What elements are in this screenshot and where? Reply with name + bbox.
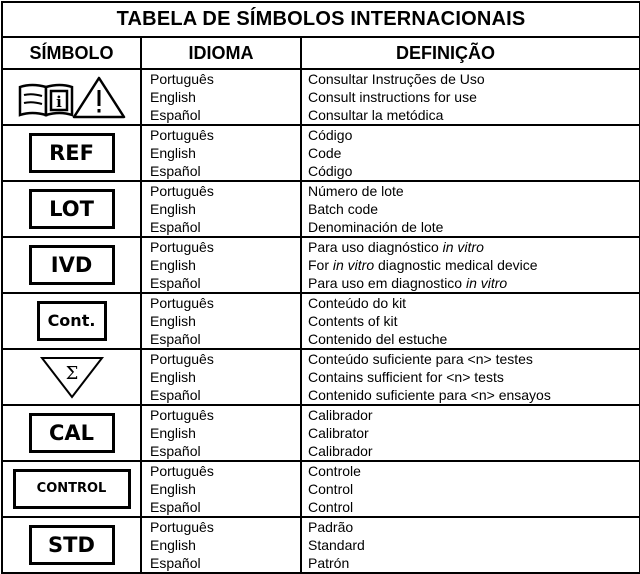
table-row — [2, 69, 640, 125]
language-label: Español — [150, 219, 201, 235]
std-symbol: STD — [29, 525, 115, 565]
table-row — [2, 237, 640, 293]
language-cell — [141, 405, 301, 461]
symbol-cell — [2, 181, 141, 237]
definition-text: For in vitro diagnostic medical device — [308, 257, 538, 273]
control-symbol: CONTROL — [13, 469, 131, 509]
cont-symbol: Cont. — [37, 301, 107, 341]
definition-text: Consult instructions for use — [308, 89, 477, 105]
language-label: English — [150, 313, 196, 329]
ref-symbol: REF — [29, 133, 115, 173]
svg-text:i: i — [55, 93, 62, 111]
header-definition: DEFINIÇÃO — [301, 37, 640, 69]
language-label: Español — [150, 555, 201, 571]
symbol-cell — [2, 461, 141, 517]
symbols-table — [1, 1, 640, 574]
language-label: Español — [150, 387, 201, 403]
definition-cell — [301, 69, 640, 125]
definition-cell — [301, 349, 640, 405]
definition-cell — [301, 125, 640, 181]
language-label: Português — [150, 183, 214, 199]
definition-text: Contenido suficiente para <n> ensayos — [308, 387, 551, 403]
language-label: Português — [150, 295, 214, 311]
table-row — [2, 405, 640, 461]
svg-text:Σ: Σ — [65, 363, 78, 384]
definition-cell — [301, 517, 640, 573]
definition-text: Batch code — [308, 201, 379, 217]
symbol-cell — [2, 293, 141, 349]
symbol-cell — [2, 237, 141, 293]
language-label: English — [150, 369, 196, 385]
language-label: English — [150, 481, 196, 497]
symbol-cell — [2, 69, 141, 125]
definition-text: Consultar la metódica — [308, 107, 444, 123]
definition-cell — [301, 461, 640, 517]
language-label: Español — [150, 443, 201, 459]
language-label: Español — [150, 275, 201, 291]
language-cell — [141, 69, 301, 125]
definition-text: Para uso em diagnostico in vitro — [308, 275, 508, 291]
language-cell — [141, 237, 301, 293]
language-label: English — [150, 537, 196, 553]
language-cell — [141, 461, 301, 517]
language-cell — [141, 517, 301, 573]
language-label: Português — [150, 71, 214, 87]
definition-text: Código — [308, 127, 353, 143]
definition-cell — [301, 405, 640, 461]
definition-text: Standard — [308, 537, 365, 553]
table-row — [2, 293, 640, 349]
definition-text: Para uso diagnóstico in vitro — [308, 239, 484, 255]
language-label: English — [150, 145, 196, 161]
language-cell — [141, 293, 301, 349]
definition-text: Denominación de lote — [308, 219, 444, 235]
language-label: Español — [150, 107, 201, 123]
language-label: Português — [150, 351, 214, 367]
language-label: English — [150, 425, 196, 441]
table-row — [2, 125, 640, 181]
symbol-cell — [2, 405, 141, 461]
language-label: Português — [150, 407, 214, 423]
language-label: Português — [150, 463, 214, 479]
definition-cell — [301, 293, 640, 349]
table-title: TABELA DE SÍMBOLOS INTERNACIONAIS — [2, 2, 640, 37]
cal-symbol: CAL — [29, 413, 115, 453]
lot-symbol: LOT — [29, 189, 115, 229]
definition-text: Conteúdo suficiente para <n> testes — [308, 351, 533, 367]
definition-text: Contents of kit — [308, 313, 398, 329]
symbol-cell — [2, 517, 141, 573]
language-label: Português — [150, 127, 214, 143]
table-row — [2, 349, 640, 405]
definition-text: Número de lote — [308, 183, 404, 199]
definition-text: Consultar Instruções de Uso — [308, 71, 485, 87]
language-label: Português — [150, 239, 214, 255]
ivd-symbol: IVD — [29, 245, 115, 285]
definition-text: Calibrador — [308, 407, 373, 423]
definition-text: Controle — [308, 463, 361, 479]
language-cell — [141, 349, 301, 405]
definition-text: Control — [308, 499, 354, 515]
definition-text: Contains sufficient for <n> tests — [308, 369, 504, 385]
definition-text: Calibrador — [308, 443, 373, 459]
definition-text: Code — [308, 145, 342, 161]
language-label: Español — [150, 163, 201, 179]
definition-text: Control — [308, 481, 354, 497]
language-label: English — [150, 89, 196, 105]
language-label: Português — [150, 519, 214, 535]
header-language: IDIOMA — [141, 37, 301, 69]
definition-text: Padrão — [308, 519, 354, 535]
sigma-triangle-icon — [39, 355, 105, 399]
definition-cell — [301, 181, 640, 237]
language-label: Español — [150, 331, 201, 347]
table-row — [2, 461, 640, 517]
definition-cell — [301, 237, 640, 293]
language-label: English — [150, 257, 196, 273]
language-label: English — [150, 201, 196, 217]
table-row — [2, 181, 640, 237]
header-symbol: SÍMBOLO — [2, 37, 141, 69]
book-info-warning-icon — [16, 75, 128, 119]
table-row — [2, 517, 640, 573]
definition-text: Patrón — [308, 555, 350, 571]
definition-text: Conteúdo do kit — [308, 295, 407, 311]
language-cell — [141, 181, 301, 237]
symbol-cell — [2, 349, 141, 405]
symbol-cell — [2, 125, 141, 181]
language-cell — [141, 125, 301, 181]
definition-text: Contenido del estuche — [308, 331, 448, 347]
definition-text: Calibrator — [308, 425, 369, 441]
language-label: Español — [150, 499, 201, 515]
definition-text: Código — [308, 163, 353, 179]
